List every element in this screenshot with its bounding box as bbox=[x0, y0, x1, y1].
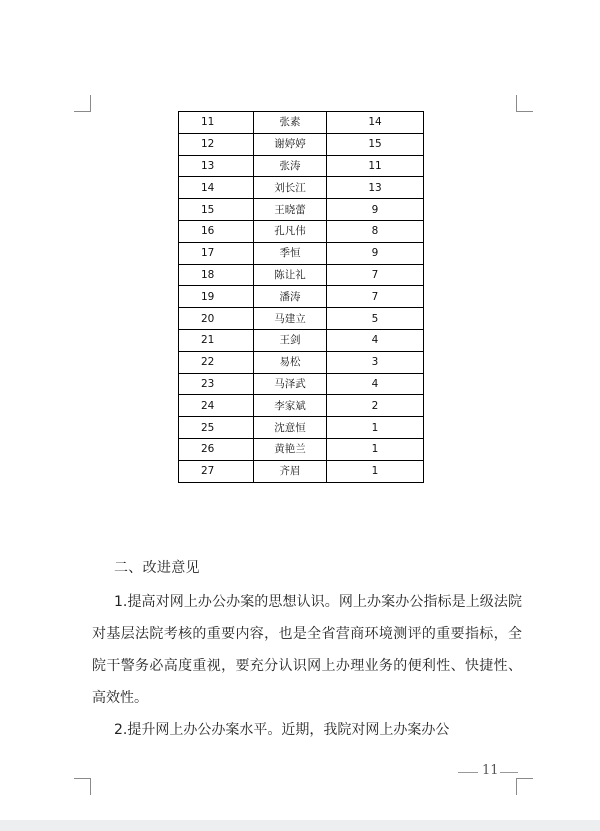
value-cell: 9 bbox=[327, 199, 424, 221]
value-cell: 3 bbox=[327, 351, 424, 373]
value-cell: 8 bbox=[327, 220, 424, 242]
value-cell: 4 bbox=[327, 373, 424, 395]
name-cell: 陈让礼 bbox=[254, 264, 327, 286]
row-number-cell: 14 bbox=[179, 177, 254, 199]
ranking-table bbox=[178, 111, 424, 483]
name-cell: 马建立 bbox=[254, 308, 327, 330]
row-number-cell: 17 bbox=[179, 242, 254, 264]
name-cell: 谢婷婷 bbox=[254, 133, 327, 155]
page-number-rule-left bbox=[458, 772, 478, 773]
name-cell: 黄艳兰 bbox=[254, 438, 327, 460]
row-number-cell: 23 bbox=[179, 373, 254, 395]
table-row bbox=[179, 417, 424, 439]
name-cell: 马泽武 bbox=[254, 373, 327, 395]
crop-mark-bottom-right bbox=[516, 778, 533, 795]
crop-mark-bottom-left bbox=[74, 778, 91, 795]
paragraph-1: 1.提高对网上办公办案的思想认识。网上办案办公指标是上级法院对基层法院考核的重要内容，也是全省营商环境测评的重要指标，全院干警务必高度重视，要充分认识网上办理业务的便利性、快捷性、高效性。 bbox=[92, 594, 522, 706]
name-cell: 王晓蕾 bbox=[254, 199, 327, 221]
crop-mark-top-left bbox=[74, 95, 91, 112]
row-number-cell: 26 bbox=[179, 438, 254, 460]
name-cell: 王剑 bbox=[254, 329, 327, 351]
row-number-cell: 18 bbox=[179, 264, 254, 286]
name-cell: 潘涛 bbox=[254, 286, 327, 308]
section-heading: 二、改进意见 bbox=[114, 560, 200, 576]
value-cell: 14 bbox=[327, 112, 424, 134]
row-number-cell: 21 bbox=[179, 329, 254, 351]
row-number-cell: 12 bbox=[179, 133, 254, 155]
row-number-cell: 22 bbox=[179, 351, 254, 373]
row-number-cell: 11 bbox=[179, 112, 254, 134]
page-bottom-strip bbox=[0, 820, 600, 831]
name-cell: 张涛 bbox=[254, 155, 327, 177]
table-row bbox=[179, 286, 424, 308]
table-row bbox=[179, 177, 424, 199]
body-text bbox=[92, 586, 522, 746]
table-row bbox=[179, 199, 424, 221]
value-cell: 15 bbox=[327, 133, 424, 155]
value-cell: 9 bbox=[327, 242, 424, 264]
table-row bbox=[179, 242, 424, 264]
name-cell: 齐眉 bbox=[254, 460, 327, 482]
value-cell: 1 bbox=[327, 417, 424, 439]
table-row bbox=[179, 460, 424, 482]
table-row bbox=[179, 133, 424, 155]
row-number-cell: 27 bbox=[179, 460, 254, 482]
value-cell: 11 bbox=[327, 155, 424, 177]
table-row bbox=[179, 395, 424, 417]
value-cell: 1 bbox=[327, 438, 424, 460]
table-row bbox=[179, 373, 424, 395]
value-cell: 7 bbox=[327, 286, 424, 308]
crop-mark-top-right bbox=[516, 95, 533, 112]
table-row bbox=[179, 264, 424, 286]
table-row bbox=[179, 112, 424, 134]
row-number-cell: 16 bbox=[179, 220, 254, 242]
page-number: 11 bbox=[482, 763, 499, 778]
value-cell: 1 bbox=[327, 460, 424, 482]
value-cell: 4 bbox=[327, 329, 424, 351]
table-row bbox=[179, 329, 424, 351]
name-cell: 沈意恒 bbox=[254, 417, 327, 439]
row-number-cell: 13 bbox=[179, 155, 254, 177]
row-number-cell: 20 bbox=[179, 308, 254, 330]
name-cell: 刘长江 bbox=[254, 177, 327, 199]
table-row bbox=[179, 155, 424, 177]
table-row bbox=[179, 438, 424, 460]
value-cell: 7 bbox=[327, 264, 424, 286]
name-cell: 季恒 bbox=[254, 242, 327, 264]
row-number-cell: 15 bbox=[179, 199, 254, 221]
name-cell: 易松 bbox=[254, 351, 327, 373]
value-cell: 2 bbox=[327, 395, 424, 417]
page-number-rule-right bbox=[500, 772, 518, 773]
value-cell: 13 bbox=[327, 177, 424, 199]
name-cell: 李家斌 bbox=[254, 395, 327, 417]
table-row bbox=[179, 308, 424, 330]
row-number-cell: 25 bbox=[179, 417, 254, 439]
paragraph-2: 2.提升网上办公办案水平。近期，我院对网上办案办公 bbox=[114, 722, 450, 738]
name-cell: 张素 bbox=[254, 112, 327, 134]
table-body bbox=[179, 112, 424, 483]
table-row bbox=[179, 220, 424, 242]
row-number-cell: 24 bbox=[179, 395, 254, 417]
row-number-cell: 19 bbox=[179, 286, 254, 308]
value-cell: 5 bbox=[327, 308, 424, 330]
table-row bbox=[179, 351, 424, 373]
name-cell: 孔凡伟 bbox=[254, 220, 327, 242]
